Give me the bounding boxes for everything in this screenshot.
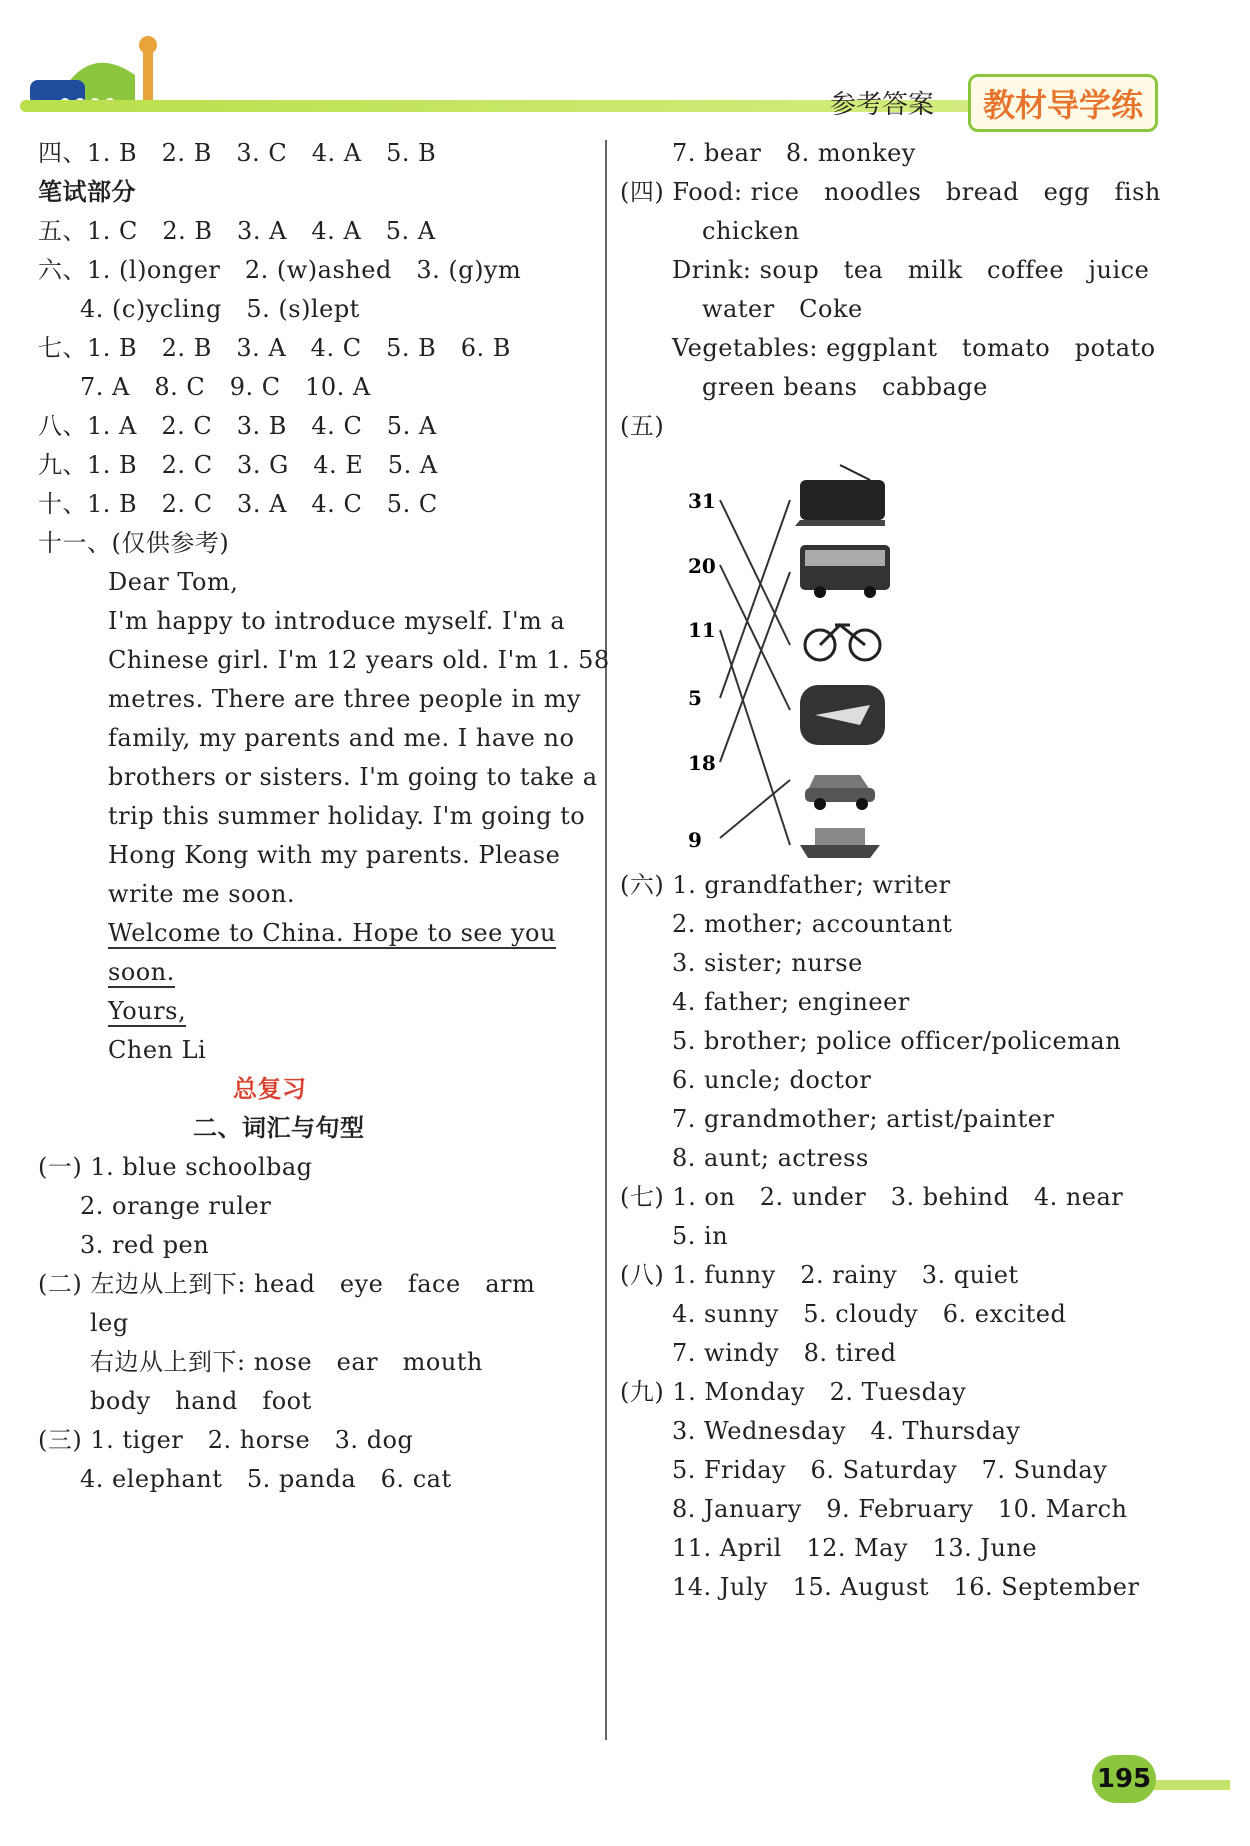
answer-line: 3. Wednesday 4. Thursday [672,1417,1021,1445]
answer-line: 14. July 15. August 16. September [672,1573,1140,1601]
answer-line: 八、1. A 2. C 3. B 4. C 5. A [38,412,437,440]
page-header [0,0,1250,125]
answer-line: 4. sunny 5. cloudy 6. excited [672,1300,1067,1328]
answer-line: body hand foot [90,1387,312,1415]
answer-line: 十一、(仅供参考) [38,529,230,557]
match-number: 20 [688,554,716,578]
letter-line: Chinese girl. I'm 12 years old. I'm 1. 58 [108,646,610,674]
answer-line: Vegetables: eggplant tomato potato [672,334,1156,362]
answer-line: Drink: soup tea milk coffee juice [672,256,1150,284]
column-divider [605,140,607,1740]
answer-line: 4. elephant 5. panda 6. cat [80,1465,452,1493]
letter-line: Hong Kong with my parents. Please [108,841,561,869]
answer-line: 5. brother; police officer/policeman [672,1027,1122,1055]
matching-diagram [620,460,1020,860]
car-icon [805,775,875,810]
match-number: 31 [688,489,716,513]
chapter-title: 总复习 [233,1075,307,1103]
letter-line: brothers or sisters. I'm going to take a [108,763,598,791]
letter-line-text: soon. [108,958,175,986]
answer-line: 3. red pen [80,1231,210,1259]
section-heading: 笔试部分 [38,178,136,206]
answer-line: (四) Food: rice noodles bread egg fish [620,178,1161,206]
answer-line: 8. aunt; actress [672,1144,869,1172]
answer-line: 7. A 8. C 9. C 10. A [80,373,371,401]
answer-line: 六、1. (l)onger 2. (w)ashed 3. (g)ym [38,256,522,284]
letter-line: trip this summer holiday. I'm going to [108,802,586,830]
answer-line: 7. grandmother; artist/painter [672,1105,1055,1133]
answer-key-label: 参考答案 [830,90,935,120]
answer-line: 4. (c)ycling 5. (s)lept [80,295,360,323]
answer-line: (二) 左边从上到下: head eye face arm [38,1270,536,1298]
match-lines [720,500,790,845]
letter-line: write me soon. [108,880,296,908]
plane-icon [800,685,885,745]
letter-line-text: Welcome to China. Hope to see you [108,919,556,947]
match-number: 18 [688,751,716,775]
answer-line: 四、1. B 2. B 3. C 4. A 5. B [38,139,437,167]
answer-line: (一) 1. blue schoolbag [38,1153,313,1181]
match-number: 5 [688,686,702,710]
answer-line: 5. in [672,1222,729,1250]
answer-line: leg [90,1309,129,1337]
page-number: 195 [1092,1755,1156,1803]
answer-line: green beans cabbage [702,373,988,401]
footer-bar [1150,1780,1230,1790]
answer-line: 7. windy 8. tired [672,1339,897,1367]
answer-line: 3. sister; nurse [672,949,863,977]
answer-line: (五) [620,412,665,440]
answer-line: (三) 1. tiger 2. horse 3. dog [38,1426,414,1454]
letter-signature: Chen Li [108,1036,207,1064]
letter-line: I'm happy to introduce myself. I'm a [108,607,566,635]
giraffe-logo-icon [25,35,175,110]
bicycle-icon [805,625,880,660]
answer-line: 11. April 12. May 13. June [672,1534,1038,1562]
answer-line: chicken [702,217,800,245]
answer-line: (八) 1. funny 2. rainy 3. quiet [620,1261,1019,1289]
answer-line: 十、1. B 2. C 3. A 4. C 5. C [38,490,438,518]
answer-line: water Coke [702,295,863,323]
answer-line: (七) 1. on 2. under 3. behind 4. near [620,1183,1124,1211]
answer-line: 7. bear 8. monkey [672,139,916,167]
letter-line: family, my parents and me. I have no [108,724,575,752]
answer-line: (九) 1. Monday 2. Tuesday [620,1378,967,1406]
match-number: 9 [688,828,702,852]
answer-line: 6. uncle; doctor [672,1066,872,1094]
letter-line [108,910,556,956]
train-icon [795,465,885,526]
ship-icon [800,828,880,858]
chapter-subtitle: 二、词汇与句型 [193,1114,365,1142]
match-number: 11 [688,618,716,642]
answer-line: 2. orange ruler [80,1192,272,1220]
book-logo: 教材导学练 [968,74,1158,132]
answer-line: 七、1. B 2. B 3. A 4. C 5. B 6. B [38,334,511,362]
answer-line: 五、1. C 2. B 3. A 4. A 5. A [38,217,436,245]
answer-line: 2. mother; accountant [672,910,953,938]
answer-line: 九、1. B 2. C 3. G 4. E 5. A [38,451,438,479]
letter-greeting: Dear Tom, [108,568,239,596]
answer-line: 5. Friday 6. Saturday 7. Sunday [672,1456,1108,1484]
letter-closing-text: Yours, [108,997,187,1025]
bus-icon [800,545,890,598]
answer-line: 4. father; engineer [672,988,910,1016]
letter-line: metres. There are three people in my [108,685,582,713]
answer-line: 右边从上到下: nose ear mouth [90,1348,483,1376]
answer-line: 8. January 9. February 10. March [672,1495,1128,1523]
answer-line: (六) 1. grandfather; writer [620,871,951,899]
